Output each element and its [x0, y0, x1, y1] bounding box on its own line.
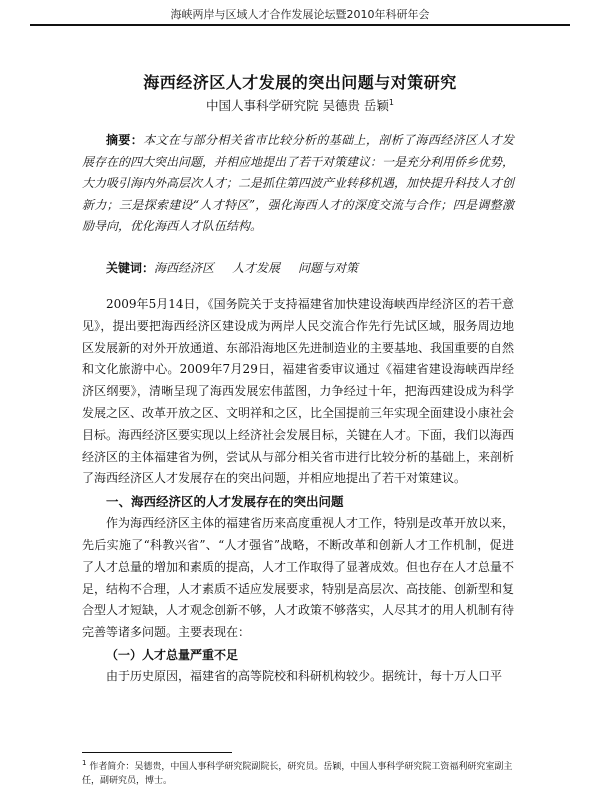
keywords [82, 258, 514, 278]
abstract [82, 130, 514, 238]
body-paragraph-3: 由于历史原因，福建省的高等院校和科研机构较少。据统计，每十万人口平 [106, 668, 503, 683]
body-text [82, 294, 514, 688]
author-footnote-mark: 1 [388, 97, 395, 107]
footnote [82, 756, 522, 788]
paper-title: 海西经济区人才发展的突出问题与对策研究 [143, 73, 457, 92]
footnote-text: 作者简介：吴德贵，中国人事科学研究院副院长，研究员。岳颖，中国人事科学研究院工资福利研究室副主任，副研究员，博士。 [82, 762, 513, 786]
author-names: 中国人事科学研究院 吴德贵 岳颖 [205, 98, 389, 113]
keyword-item: 海西经济区 [154, 261, 215, 275]
keywords-label: 关键词： [106, 261, 155, 275]
keyword-item: 问题与对策 [298, 261, 359, 275]
section-heading-1: 一、海西经济区的人才发展存在的突出问题 [106, 494, 344, 510]
subsection-heading-1: （一）人才总量严重不足 [106, 647, 239, 662]
abstract-label: 摘要： [106, 133, 144, 147]
author-line [60, 96, 540, 114]
body-paragraph-1: 2009年5月14日，《国务院关于支持福建省加快建设海峡西岸经济区的若干意见》，提出要把海西经济区建设成为两岸人民交流合作先行先试区域，服务周边地区发展新的对外开放通道、东部沿海地区先进制造业的主要基地、我国重要的自然和文化旅游中心。2009年7月29日，福建省委审议通过《福建省建设海峡西岸经济区纲要》，清晰呈现了海西发展宏伟蓝图，力争经过十年，把海西建设成为科学发展之区、改革开放之区、文明祥和之区，比全国提前三年实现全面建设小康社会目标。海西经济区要实现以上经济社会发展目标，关键在人才。下面，我们以海西经济区的主体福建省为例，尝试从与部分相关省市进行比较分析的基础上，来剖析了海西经济区人才发展存在的突出问题，并相应地提出了若干对策建议。 [82, 297, 515, 486]
body-paragraph-2: 作为海西经济区主体的福建省历来高度重视人才工作，特别是改革开放以来，先后实施了“科教兴省”、“人才强省”战略，不断改革和创新人才工作机制，促进了人才总量的增加和素质的提高，人才工作取得了显著成效。但也存在人才总量不足，结构不合理，人才素质不适应发展要求，特别是高层次、高技能、创新型和复合型人才短缺，人才观念创新不够，人才政策不够落实，人尽其才的用人机制有待完善等诸多问题。主要表现在： [82, 516, 515, 640]
footnote-mark: 1 [82, 759, 87, 767]
keyword-item: 人才发展 [232, 261, 281, 275]
abstract-text: 本文在与部分相关省市比较分析的基础上，剖析了海西经济区人才发展存在的四大突出问题，并相应地提出了若干对策建议：一是充分利用侨乡优势，大力吸引海内外高层次人才；二是抓住第四波产业转移机遇，加快提升科技人才创新力；三是探索建设“人才特区”，强化海西人才的深度交流与合作；四是调整激励导向，优化海西人才队伍结构。 [82, 133, 515, 233]
footnote-rule [82, 752, 232, 753]
running-head: 海峡两岸与区域人才合作发展论坛暨2010年科研年会 [170, 8, 430, 21]
header-rule [30, 24, 570, 26]
